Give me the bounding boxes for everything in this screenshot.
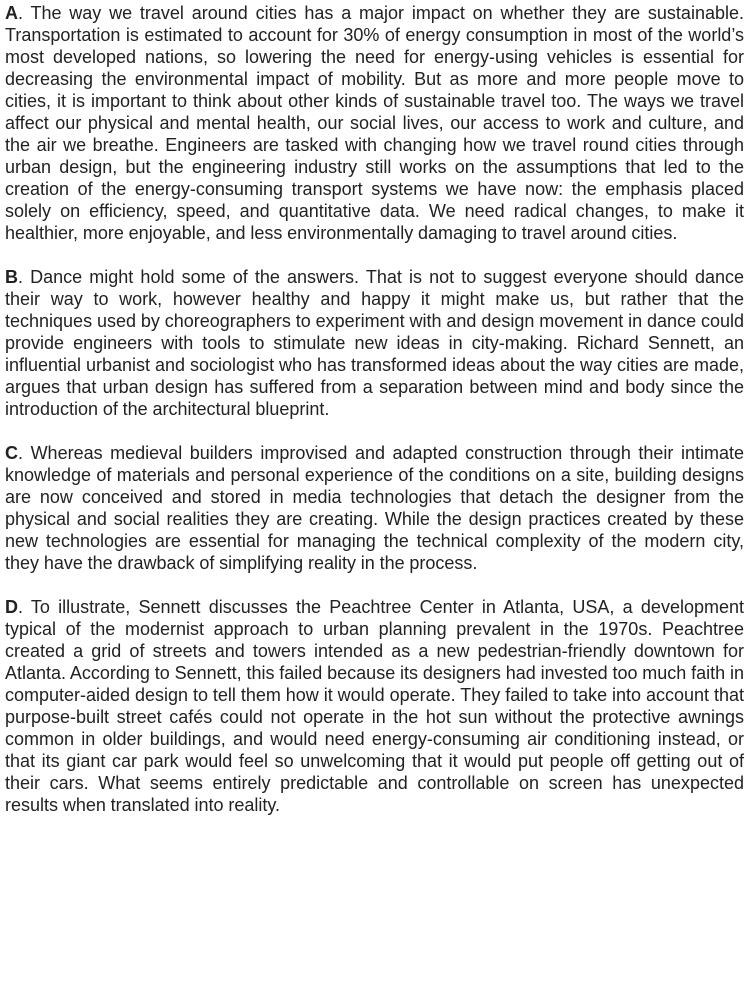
- paragraph-letter-a: A: [5, 3, 18, 23]
- paragraph-b: [5, 266, 744, 420]
- paragraph-d: [5, 596, 744, 816]
- paragraph-letter-d: D: [5, 597, 18, 617]
- paragraph-c: [5, 442, 744, 574]
- paragraph-letter-c: C: [5, 443, 18, 463]
- paragraph-text-b: . Dance might hold some of the answers. That is not to suggest everyone should dance their way to work, however healthy and happy it might make us, but rather that the techniques used by choreographers to experiment with and design movement in dance could provide engineers with tools to stimulate new ideas in city-making. Richard Sennett, an influential urbanist and sociologist who has transformed ideas about the way cities are made, argues that urban design has suffered from a separation between mind and body since the introduction of the architectural blueprint.: [5, 267, 744, 419]
- paragraph-text-c: . Whereas medieval builders improvised and adapted construction through their intimate knowledge of materials and personal experience of the conditions on a site, building designs are now conceived and stored in media technologies that detach the designer from the physical and social realities they are creating. While the design practices created by these new technologies are essential for managing the technical complexity of the modern city, they have the drawback of simplifying reality in the process.: [5, 443, 744, 573]
- paragraph-letter-b: B: [5, 267, 18, 287]
- paragraph-a: [5, 2, 744, 244]
- paragraph-text-a: . The way we travel around cities has a major impact on whether they are sustainable. Transportation is estimated to account for 30% of energy consumption in most of the world’s most developed nations, so lowering the need for energy-using vehicles is essential for decreasing the environmental impact of mobility. But as more and more people move to cities, it is important to think about other kinds of sustainable travel too. The ways we travel affect our physical and mental health, our social lives, our access to work and culture, and the air we breathe. Engineers are tasked with changing how we travel round cities through urban design, but the engineering industry still works on the assumptions that led to the creation of the energy-consuming transport systems we have now: the emphasis placed solely on efficiency, speed, and quantitative data. We need radical changes, to make it healthier, more enjoyable, and less environmentally damaging to travel around cities.: [5, 3, 744, 243]
- paragraph-text-d: . To illustrate, Sennett discusses the Peachtree Center in Atlanta, USA, a development typical of the modernist approach to urban planning prevalent in the 1970s. Peachtree created a grid of streets and towers intended as a new pedestrian-friendly downtown for Atlanta. According to Sennett, this failed because its designers had invested too much faith in computer-aided design to tell them how it would operate. They failed to take into account that purpose-built street cafés could not operate in the hot sun without the protective awnings common in older buildings, and would need energy-consuming air conditioning instead, or that its giant car park would feel so unwelcoming that it would put people off getting out of their cars. What seems entirely predictable and controllable on screen has unexpected results when translated into reality.: [5, 597, 744, 815]
